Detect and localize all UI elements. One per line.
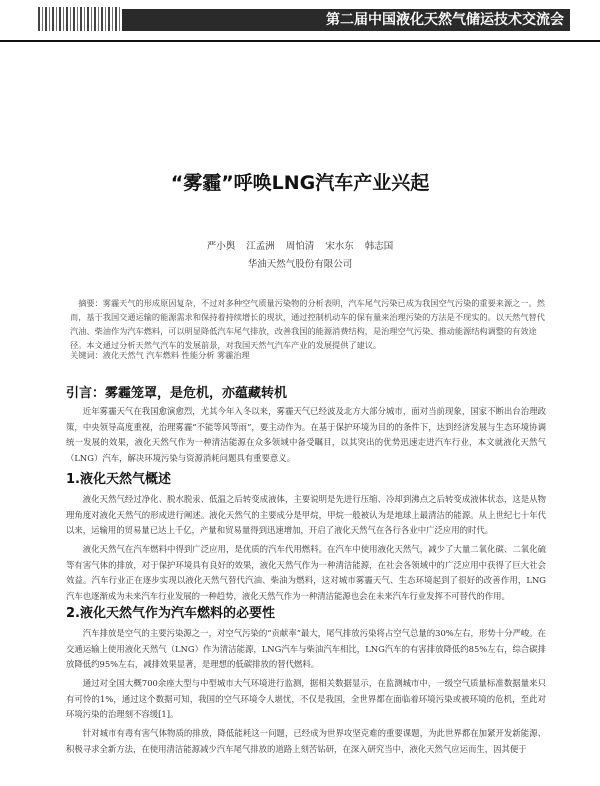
section1-paragraph-1: 液化天然气经过净化、脱水脱汞、低温之后转变成液体，主要说明是先进行压缩、冷却到沸点之后转变成液体状态，这是从物理角度对液化天然气的形成进行阐述。液化天然气的主要成分是甲烷，甲烷一般被认为是地球上最清洁的能源。从上世纪七十年代以来，运输用的贸易量已达上千亿，产量和贸易量得到迅速增加，开启了液化天然气在各行各业中广泛应用的时代。: [66, 494, 546, 536]
article-affiliation: 华油天然气股份有限公司: [247, 259, 353, 270]
journal-header: [0, 0, 600, 42]
article-authors: 严小舆 江孟洲 周怕清 宋水东 韩志国: [206, 241, 394, 252]
section1-heading: 1.液化天然气概述: [66, 472, 171, 487]
section2-paragraph-3: 针对城市有毒有害气体物质的排放，降低能耗这一问题，已经成为世界攻坚克难的重要课题，为此世界都在加紧开发新能源、积极寻求全新方法，在使用清洁能源减少汽车尾气排放的道路上刻苦钻研，在深入研究当中，液化天然气应运而生，因其便于: [66, 728, 546, 754]
section2-paragraph-2: 通过对全国大概700余座大型与中型城市大气环境进行监测，据相关数据显示，在监测城市中，一级空气质量标准数据量来只有可怜的1%，通过这个数据可知，我国的空气环境令人堪忧，不仅是我国，全世界都在面临着环境污染或被环境的危机，至此对环境污染的治理刻不容缓[1]。: [66, 678, 546, 720]
abstract: 摘要：雾霾天气的形成原因复杂，不过对多种空气质量污染物的分析表明，汽车尾气污染已成为我国空气污染的重要来源之一。然而，基于我国交通运输的能源需求和保持着持续增长的现状，通过控制机动车的保有量来治理污染的方法是不现实的。以天然气替代汽油、柴油作为汽车燃料，可以明显降低汽车尾气排放，改善我国的能源消费结构，是治理空气污染、推动能源结构调整的有效途径。本文通过分析天然气汽车的发展前景，对我国天然气汽车产业的发展提供了建议。: [70, 298, 545, 350]
intro-paragraph: 近年雾霾天气在我国愈演愈烈，尤其今年入冬以来，雾霾天气已经波及北方大部分城市，面对当前现象，国家不断出台治理政策，中央领导高度重视，治理雾霾“不能等风等雨”，要主动作为。在基于保护环境为目的的条件下，达到经济发展与生态环境协调统一发展的效果，液化天然气作为一种清洁能源在众多领域中备受瞩目，以其突出的优势迅速走进汽车行业，本文就液化天然气（LNG）汽车，解决环境污染与资源消耗问题具有重要意义。: [66, 406, 546, 463]
journal-title: 第二届中国液化天然气储运技术交流会: [122, 9, 570, 31]
header-decoration: [38, 7, 122, 31]
keywords: 关键词：液化天然气 汽车燃料 性能分析 雾霾治理: [70, 350, 250, 360]
article-title: “雾霾”呼唤LNG汽车产业兴起: [170, 172, 430, 194]
intro-heading: 引言：雾霾笼罩，是危机，亦蕴藏转机: [66, 386, 288, 401]
section2-paragraph-1: 汽车排放是空气的主要污染源之一，对空气污染的“贡献率”最大，尾气排放污染将占空气总量的30%左右，形势十分严峻。在交通运输上使用液化天然气（LNG）作为清洁能源，LNG汽车与柴油汽车相比，LNG汽车的有害排放降低约85%左右，综合碳排放降低约95%左右，减排效果显著，是理想的低碳排放的替代燃料。: [66, 628, 546, 670]
section2-heading: 2.液化天然气作为汽车燃料的必要性: [66, 606, 275, 621]
section1-paragraph-2: 液化天然气在汽车燃料中得到广泛应用，是优质的汽车代用燃料。在汽车中使用液化天然气，减少了大量二氧化碳、二氧化硫等有害气体的排放，对于保护环境具有良好的效果，液化天然气作为一种清洁能源，在社会各领域中的广泛应用中获得了巨大社会效益。汽车行业正在逐步实现以液化天然气替代汽油、柴油为燃料，这对城市雾霾天气、生态环境起到了很好的改善作用，LNG汽车也逐渐成为未来汽车行业发展的一种趋势，液化天然气作为一种清洁能源也会在未来汽车行业发挥不可替代的作用。: [66, 544, 546, 601]
